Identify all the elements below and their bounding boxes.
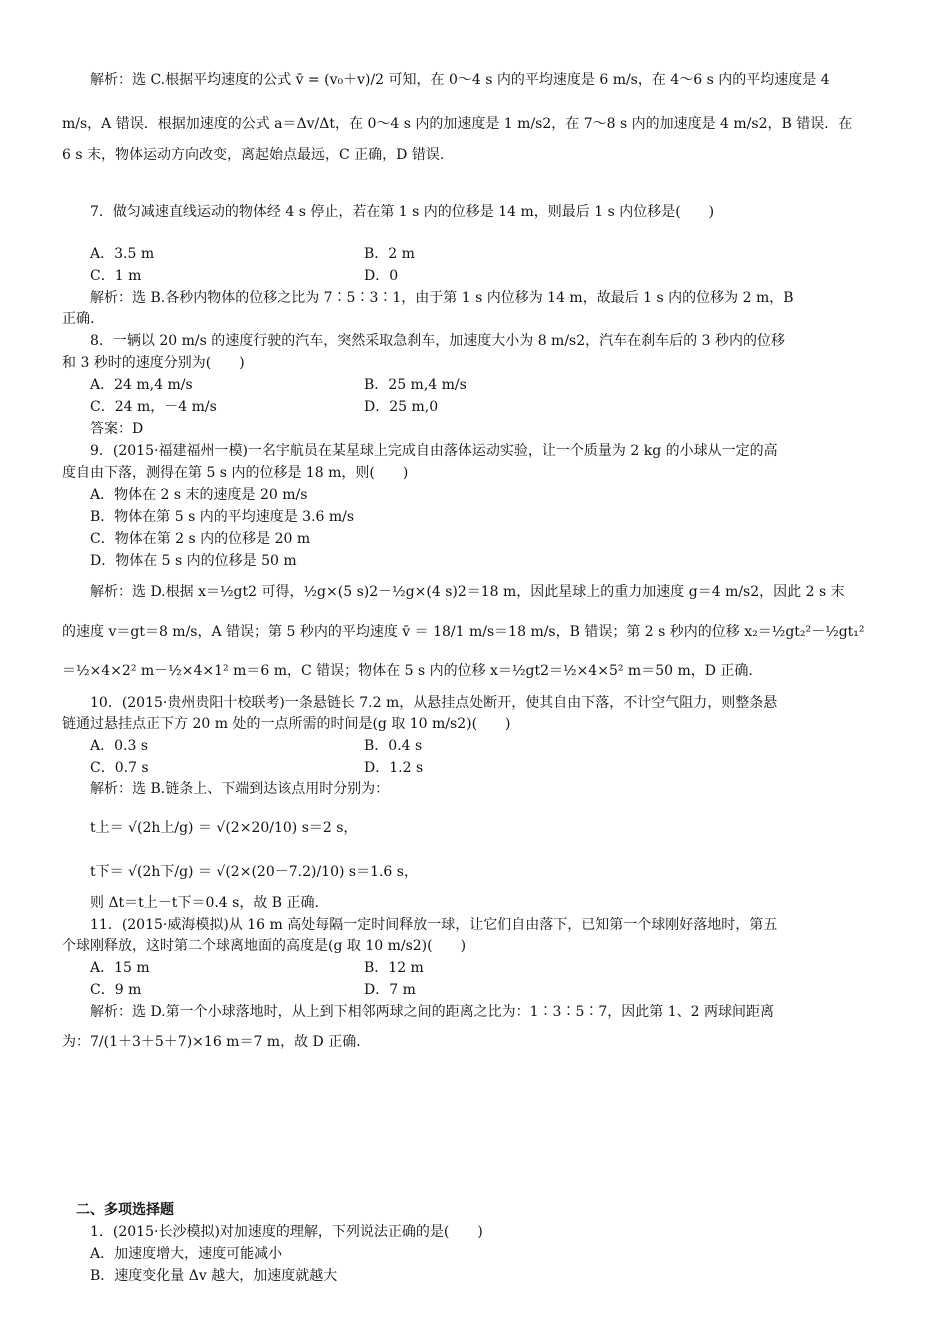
q11-option-a: A．15 m xyxy=(90,960,150,976)
q8-option-c: C．24 m，－4 m/s xyxy=(90,399,217,415)
q9-analysis-line3: ＝½×4×2² m－½×4×1² m＝6 m，C 错误；物体在 5 s 内的位移 x＝½gt2＝½×4×5² m＝50 m，D 正确. xyxy=(62,663,753,679)
q6-analysis-line1: 解析：选 C.根据平均速度的公式 v̄ = (v₀＋v)/2 可知，在 0～4 s 内的平均速度是 6 m/s，在 4～6 s 内的平均速度是 4 xyxy=(90,72,830,88)
q10-stem-line2: 链通过悬挂点正下方 20 m 处的一点所需的时间是(g 取 10 m/s2)( ) xyxy=(62,716,511,732)
q8-stem-line2: 和 3 秒时的速度分别为( ) xyxy=(62,355,245,371)
section2-q1-stem: 1．(2015·长沙模拟)对加速度的理解，下列说法正确的是( ) xyxy=(90,1224,483,1240)
q10-stem-line1: 10．(2015·贵州贵阳十校联考)一条悬链长 7.2 m，从悬挂点处断开，使其自由下落，不计空气阻力，则整条悬 xyxy=(90,695,778,711)
section2-q1-option-b: B．速度变化量 Δv 越大，加速度就越大 xyxy=(90,1268,338,1284)
q10-option-d: D．1.2 s xyxy=(364,760,424,776)
q7-option-d: D．0 xyxy=(364,268,399,284)
q11-stem-line2: 个球刚释放，这时第二个球离地面的高度是(g 取 10 m/s2)( ) xyxy=(62,938,467,954)
q7-option-b: B．2 m xyxy=(364,246,415,262)
q9-option-c: C．物体在第 2 s 内的位移是 20 m xyxy=(90,531,311,547)
q7-stem: 7．做匀减速直线运动的物体经 4 s 停止，若在第 1 s 内的位移是 14 m，则最后 1 s 内位移是( ) xyxy=(90,204,715,220)
q11-option-c: C．9 m xyxy=(90,982,142,998)
q9-option-d: D．物体在 5 s 内的位移是 50 m xyxy=(90,553,297,569)
q9-stem-line2: 度自由下落，测得在第 5 s 内的位移是 18 m，则( ) xyxy=(62,465,409,481)
q7-analysis-line1: 解析：选 B.各秒内物体的位移之比为 7∶5∶3∶1，由于第 1 s 内位移为 14 m，故最后 1 s 内的位移为 2 m，B xyxy=(90,290,794,306)
q11-analysis-line1: 解析：选 D.第一个小球落地时，从上到下相邻两球之间的距离之比为：1∶3∶5∶7，因此第 1、2 两球间距离 xyxy=(90,1004,774,1020)
q8-option-a: A．24 m,4 m/s xyxy=(90,377,193,393)
q10-option-a: A．0.3 s xyxy=(90,738,149,754)
q10-equation-upper: t上＝ √(2h上/g) ＝ √(2×20/10) s＝2 s， xyxy=(90,820,358,836)
section-heading: 二、多项选择题 xyxy=(76,1202,174,1218)
q6-analysis-line3: 6 s 末，物体运动方向改变，离起始点最远，C 正确，D 错误. xyxy=(62,147,445,163)
q7-option-a: A．3.5 m xyxy=(90,246,155,262)
q10-conclusion: 则 Δt＝t上－t下＝0.4 s，故 B 正确. xyxy=(90,895,319,911)
q7-option-c: C．1 m xyxy=(90,268,142,284)
q10-equation-lower: t下＝ √(2h下/g) ＝ √(2×(20－7.2)/10) s＝1.6 s， xyxy=(90,864,418,880)
q8-option-b: B．25 m,4 m/s xyxy=(364,377,467,393)
q9-analysis-line2: 的速度 v＝gt＝8 m/s，A 错误；第 5 秒内的平均速度 v̄ ＝ 18/1 m/s＝18 m/s，B 错误；第 2 s 秒内的位移 x₂＝½gt₂²－½gt₁² xyxy=(62,624,865,640)
q10-analysis-line1: 解析：选 B.链条上、下端到达该点用时分别为： xyxy=(90,781,390,797)
q6-analysis-line2: m/s，A 错误．根据加速度的公式 a＝Δv/Δt，在 0～4 s 内的加速度是 1 m/s2，在 7～8 s 内的加速度是 4 m/s2，B 错误．在 xyxy=(62,116,853,132)
q11-analysis-line2: 为：7/(1＋3＋5＋7)×16 m＝7 m，故 D 正确. xyxy=(62,1034,361,1050)
section2-q1-option-a: A．加速度增大，速度可能减小 xyxy=(90,1246,283,1262)
q10-option-c: C．0.7 s xyxy=(90,760,149,776)
q8-answer: 答案：D xyxy=(90,421,144,437)
q7-analysis-line2: 正确. xyxy=(62,311,95,327)
q9-option-a: A．物体在 2 s 末的速度是 20 m/s xyxy=(90,487,308,503)
q8-stem-line1: 8．一辆以 20 m/s 的速度行驶的汽车，突然采取急刹车，加速度大小为 8 m/s2，汽车在刹车后的 3 秒内的位移 xyxy=(90,333,785,349)
q11-stem-line1: 11．(2015·威海模拟)从 16 m 高处每隔一定时间释放一球，让它们自由落下，已知第一个球刚好落地时，第五 xyxy=(90,917,778,933)
q11-option-d: D．7 m xyxy=(364,982,416,998)
q8-option-d: D．25 m,0 xyxy=(364,399,439,415)
q9-option-b: B．物体在第 5 s 内的平均速度是 3.6 m/s xyxy=(90,509,355,525)
q9-analysis-line1: 解析：选 D.根据 x＝½gt2 可得，½g×(5 s)2－½g×(4 s)2＝18 m，因此星球上的重力加速度 g＝4 m/s2，因此 2 s 末 xyxy=(90,584,845,600)
q10-option-b: B．0.4 s xyxy=(364,738,423,754)
q11-option-b: B．12 m xyxy=(364,960,424,976)
q9-stem-line1: 9．(2015·福建福州一模)一名宇航员在某星球上完成自由落体运动实验，让一个质量为 2 kg 的小球从一定的高 xyxy=(90,443,778,459)
